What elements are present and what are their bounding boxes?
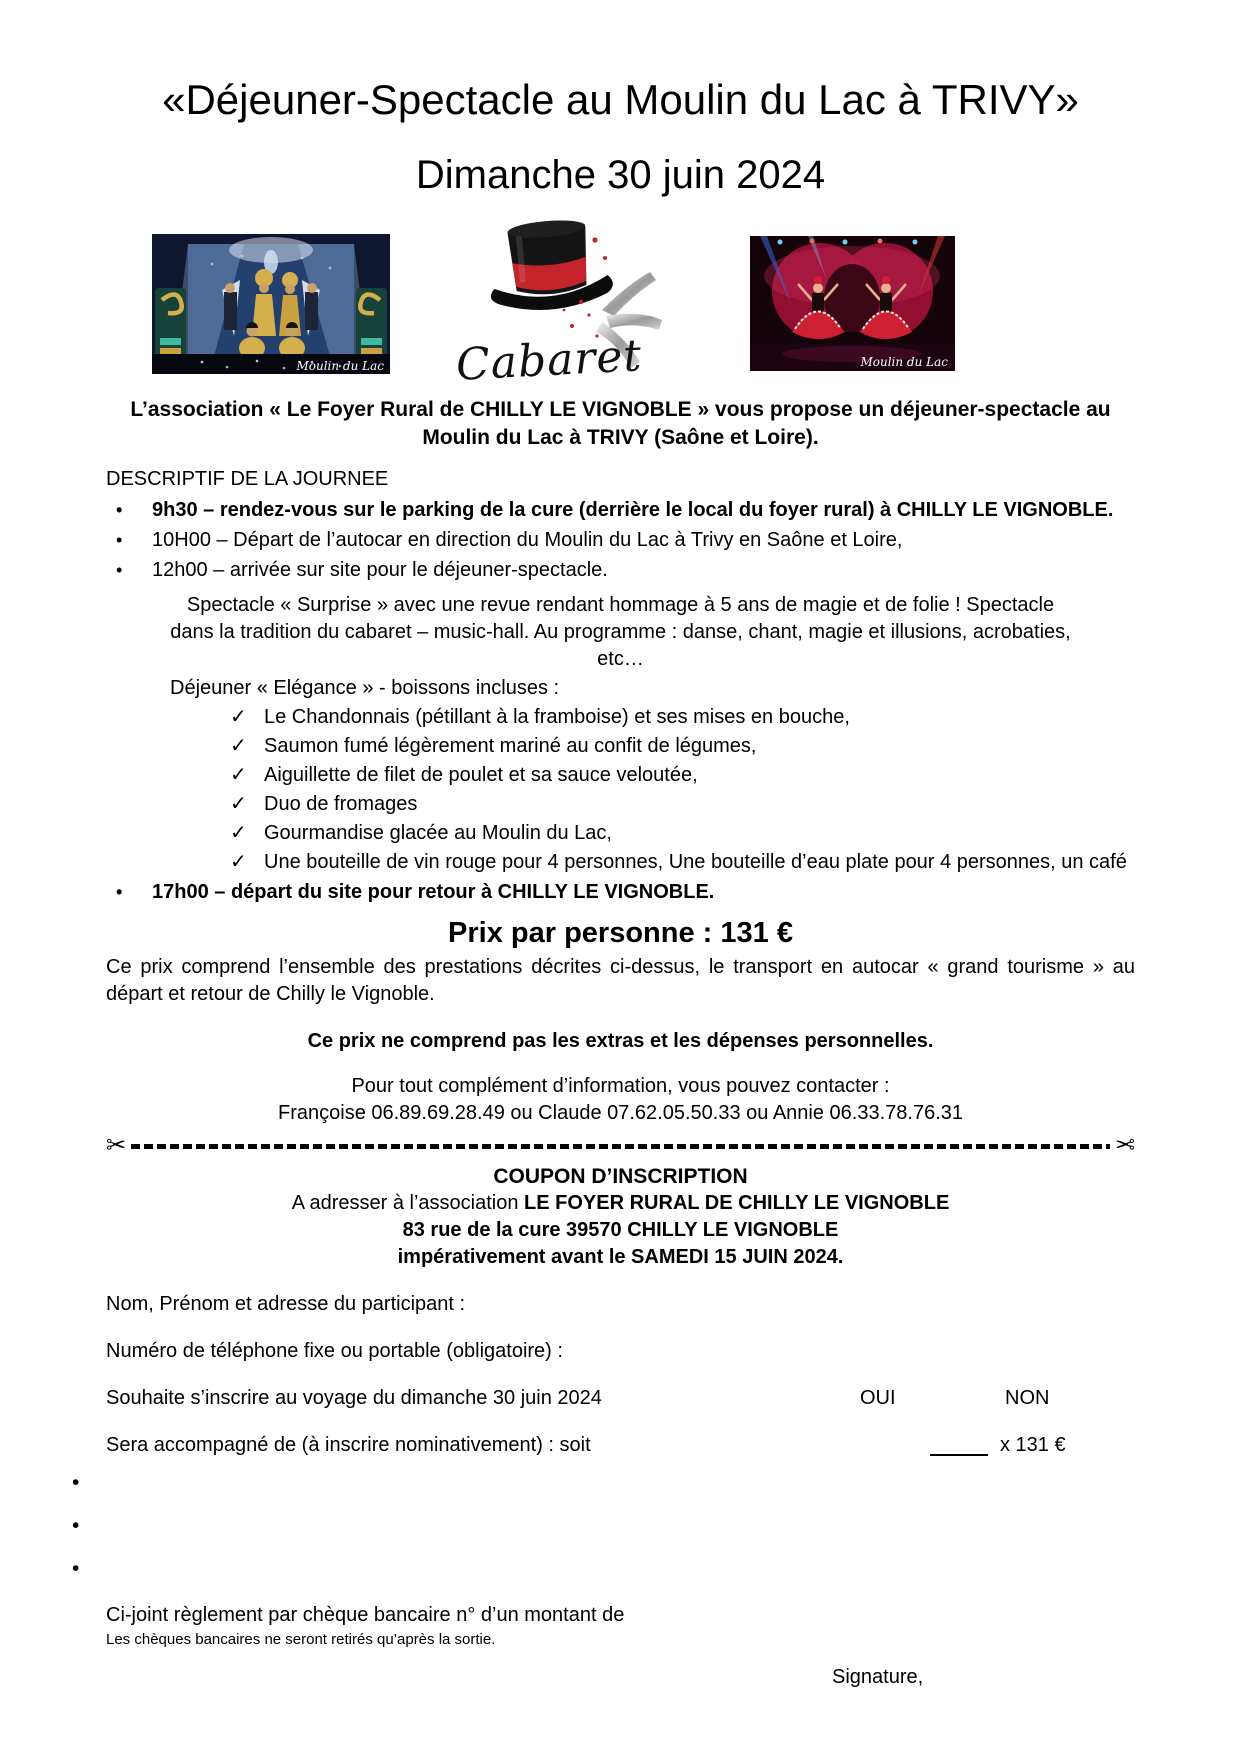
menu-heading: Déjeuner « Elégance » - boissons incluses : (170, 677, 560, 699)
schedule-item (106, 557, 1135, 584)
menu-item (230, 704, 1135, 730)
menu-item-text: Duo de fromages (264, 793, 418, 815)
dash-line (131, 1144, 1110, 1149)
stage-photo-left (152, 234, 390, 374)
empty-bullet: • (72, 1557, 80, 1580)
coupon-address-line1 (106, 1190, 1135, 1217)
cheque-label: Ci-joint règlement par chèque bancaire n° (106, 1604, 476, 1626)
subscribe-label: Souhaite s’inscrire au voyage du dimanche 30 juin 2024 (106, 1387, 602, 1409)
signature-label: Signature, (832, 1666, 924, 1688)
menu-item (230, 762, 1135, 788)
coupon-address-line2: 83 rue de la cure 39570 CHILLY LE VIGNOBLE (402, 1219, 839, 1241)
photo-caption: Moulin du Lac (296, 359, 384, 373)
coupon-deadline-line: impérativement avant le SAMEDI 15 JUIN 2024. (397, 1246, 844, 1268)
spectacle-paragraph: Spectacle « Surprise » avec une revue rendant hommage à 5 ans de magie et de folie ! Spectacle dans la tradition du cabaret – music-hall. Au programme : danse, chant, magie et illusions, acrobaties, etc… (170, 594, 1071, 670)
price-heading: Prix par personne : 131 € (448, 917, 793, 949)
address-prefix: A adresser à l’association (291, 1192, 525, 1214)
price-includes-text: Ce prix comprend l’ensemble des prestations décrites ci-dessus, le transport en autocar « grand tourisme » au départ et retour de Chilly le Vignoble. (106, 956, 1135, 1005)
page-title: «Déjeuner-Spectacle au Moulin du Lac à TRIVY» (162, 76, 1079, 123)
schedule-list (106, 497, 1135, 584)
bullet-icon: • (116, 530, 123, 550)
stage-photo-right (750, 236, 955, 371)
subscribe-row (106, 1385, 1135, 1412)
accompanied-label: Sera accompagné de (à inscrire nominativement) : soit (106, 1434, 591, 1456)
menu-item (230, 733, 1135, 759)
coupon-heading: COUPON D’INSCRIPTION (493, 1165, 748, 1188)
empty-bullet: • (72, 1471, 80, 1494)
empty-bullet: • (72, 1514, 80, 1537)
cut-line (106, 1133, 1135, 1159)
check-icon: ✓ (230, 764, 247, 786)
schedule-item-return (106, 879, 1135, 906)
cheque-row (106, 1602, 1135, 1629)
accompanied-row (106, 1432, 1135, 1459)
photo-caption: Moulin du Lac (860, 355, 948, 369)
menu-item-text: Aiguillette de filet de poulet et sa sauce veloutée, (264, 764, 698, 786)
menu-item-text: Gourmandise glacée au Moulin du Lac, (264, 822, 612, 844)
accompanied-name-lines (72, 1471, 1135, 1600)
check-icon: ✓ (230, 851, 247, 873)
cabaret-word: Cabaret (454, 330, 644, 391)
check-icon: ✓ (230, 706, 247, 728)
check-icon: ✓ (230, 793, 247, 815)
intro-text: L’association « Le Foyer Rural de CHILLY LE VIGNOBLE » vous propose un déjeuner-spectacle au Moulin du Lac à TRIVY (Saône et Loire). (130, 398, 1111, 449)
no-option: NON (1005, 1387, 1050, 1409)
menu-item-text: Une bouteille de vin rouge pour 4 personnes, Une bouteille d’eau plate pour 4 personnes, un café (264, 851, 1127, 873)
price-multiplier: x 131 € (1000, 1434, 1066, 1456)
address-org: LE FOYER RURAL DE CHILLY LE VIGNOBLE (524, 1192, 950, 1214)
menu-item-text: Saumon fumé légèrement mariné au confit de légumes, (264, 735, 757, 757)
participant-name-label: Nom, Prénom et adresse du participant : (106, 1293, 466, 1315)
schedule-item-text: 17h00 – départ du site pour retour à CHILLY LE VIGNOBLE. (152, 881, 715, 903)
photo-row (106, 220, 1135, 391)
contact-info-line: Pour tout complément d’information, vous pouvez contacter : (351, 1075, 890, 1097)
menu-item (230, 791, 1135, 817)
menu-item (230, 820, 1135, 846)
schedule-item-text: 9h30 – rendez-vous sur le parking de la cure (derrière le local du foyer rural) à CHILLY LE VIGNOBLE. (152, 499, 1114, 521)
scissors-icon: ✂ (106, 1132, 127, 1159)
check-icon: ✓ (230, 822, 247, 844)
bullet-icon: • (116, 560, 123, 580)
price-excludes-text: Ce prix ne comprend pas les extras et les dépenses personnelles. (307, 1030, 934, 1052)
section-heading-descriptif: DESCRIPTIF DE LA JOURNEE (106, 468, 389, 490)
schedule-item-text: 10H00 – Départ de l’autocar en direction du Moulin du Lac à Trivy en Saône et Loire, (152, 529, 903, 551)
menu-item-text: Le Chandonnais (pétillant à la framboise) et ses mises en bouche, (264, 706, 850, 728)
amount-label: d’un montant de (480, 1604, 625, 1626)
menu-list (106, 704, 1135, 875)
cabaret-logo (454, 214, 672, 391)
check-icon: ✓ (230, 735, 247, 757)
yes-option: OUI (860, 1387, 896, 1409)
schedule-item-text: 12h00 – arrivée sur site pour le déjeuner-spectacle. (152, 559, 608, 581)
cheque-note: Les chèques bancaires ne seront retirés qu’après la sortie. (106, 1631, 496, 1648)
count-blank-line (930, 1432, 988, 1456)
bullet-icon: • (116, 500, 123, 520)
phone-label: Numéro de téléphone fixe ou portable (obligatoire) : (106, 1340, 563, 1362)
menu-item (230, 849, 1135, 875)
contact-names-line: Françoise 06.89.69.28.49 ou Claude 07.62.05.50.33 ou Annie 06.33.78.76.31 (278, 1102, 963, 1124)
page-subtitle: Dimanche 30 juin 2024 (415, 153, 826, 197)
scissors-icon: ✂ (1114, 1132, 1135, 1159)
bullet-icon: • (116, 882, 123, 902)
schedule-item (106, 497, 1135, 524)
schedule-item (106, 527, 1135, 554)
